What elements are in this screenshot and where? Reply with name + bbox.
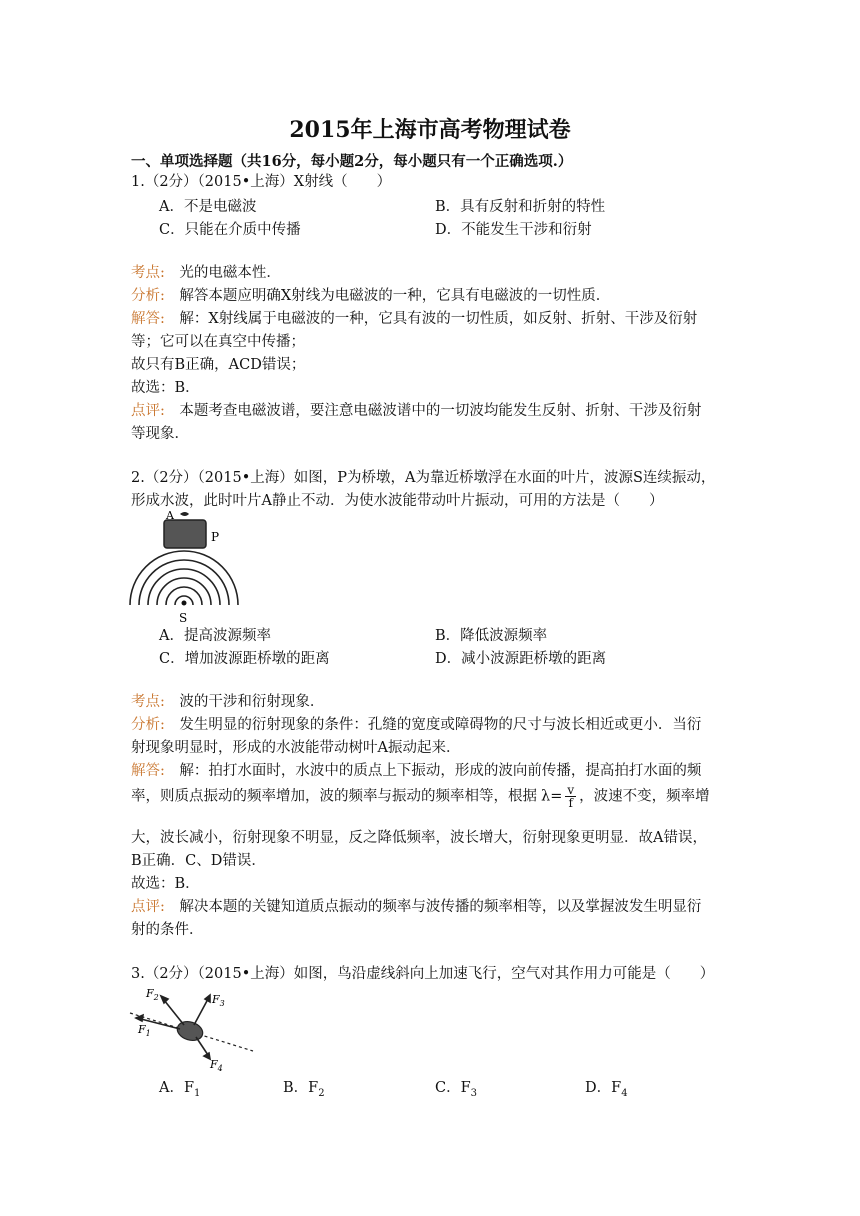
- fig-label-a: A: [166, 509, 174, 522]
- q1-jieda: [131, 308, 731, 331]
- f3-sub: 3: [219, 999, 225, 1008]
- q2-jieda-2: [131, 784, 731, 809]
- q2-option-a: A．提高波源频率: [159, 628, 271, 644]
- q1-fenxi-text: 解答本题应明确X射线为电磁波的一种，它具有电磁波的一切性质．: [179, 288, 611, 304]
- q2-answer: 故选：B．: [131, 876, 200, 892]
- q2-figure-wave: [128, 508, 248, 626]
- f1-sub: 1: [145, 1029, 151, 1038]
- q2-dianping: [131, 896, 731, 919]
- f3-label: F: [212, 993, 220, 1006]
- formula-numerator: v: [567, 783, 575, 797]
- q1-fenxi: [131, 285, 731, 308]
- q2-jieda: [131, 760, 731, 783]
- fig-label-s: S: [179, 611, 188, 625]
- q3-option-c-sub: 3: [470, 1087, 478, 1099]
- q2-dianping-2: 射的条件．: [131, 922, 204, 938]
- f2-label: F: [146, 987, 154, 1000]
- q1-jieda-text-1: 解：X射线属于电磁波的一种，它具有波的一切性质，如反射、折射、干涉及衍射: [179, 311, 698, 327]
- fenxi-label: 分析:: [131, 288, 165, 304]
- q1-dianping: [131, 400, 731, 423]
- leaf-shape: [180, 512, 189, 516]
- q3-option-c: [435, 1076, 477, 1099]
- q2-option-d: D．减小波源距桥墩的距离: [435, 651, 607, 667]
- q2-kaodian-text: 波的干涉和衍射现象．: [179, 694, 325, 710]
- q2-dianping-text-1: 解决本题的关键知道质点振动的频率与波传播的频率相等，以及掌握波发生明显衍: [179, 899, 702, 915]
- q2-jieda-text-1: 解：拍打水面时，水波中的质点上下振动，形成的波向前传播，提高拍打水面的频: [179, 763, 702, 779]
- pier-shape: [164, 520, 206, 548]
- formula-lhs: λ=: [541, 788, 563, 805]
- fenxi-label: 分析:: [131, 717, 165, 733]
- q1-kaodian: [131, 262, 731, 285]
- q3-option-d: [585, 1076, 628, 1099]
- q2-option-b: B．降低波源频率: [435, 628, 548, 644]
- q3-option-d-text: D．F: [585, 1080, 622, 1096]
- q3-option-a: [159, 1076, 200, 1099]
- wavelength-formula: [541, 784, 579, 809]
- q2-fenxi-2: 射现象明显时，形成的水波能带动树叶A振动起来．: [131, 740, 461, 756]
- dianping-label: 点评:: [131, 403, 165, 419]
- dianping-label: 点评:: [131, 899, 165, 915]
- q1-stem: 1.（2分）（2015•上海）X射线（ ）: [131, 174, 392, 190]
- q1-dianping-2: 等现象．: [131, 426, 189, 442]
- q3-option-d-sub: 4: [621, 1087, 628, 1099]
- kaodian-label: 考点:: [131, 694, 165, 710]
- f4-label: F: [210, 1058, 218, 1071]
- q1-option-d: D．不能发生干涉和衍射: [435, 222, 592, 238]
- kaodian-label: 考点:: [131, 265, 165, 281]
- q2-stem-1: 2.（2分）（2015•上海）如图，P为桥墩，A为靠近桥墩浮在水面的叶片，波源S连续振动，: [131, 470, 716, 486]
- section-heading: 一、单项选择题（共16分，每小题2分，每小题只有一个正确选项.）: [131, 153, 573, 170]
- q3-option-a-sub: 1: [194, 1087, 201, 1099]
- q2-jieda-text-2a: 率，则质点振动的频率增加，波的频率与振动的频率相等，根据: [131, 788, 537, 805]
- q2-jieda-3: 大，波长减小，衍射现象不明显，反之降低频率，波长增大，衍射现象更明显．故A错误，: [131, 830, 707, 846]
- f4-sub: 4: [217, 1064, 223, 1073]
- wave-circles: [130, 551, 238, 605]
- source-dot: [182, 601, 187, 606]
- q1-option-b: B．具有反射和折射的特性: [435, 199, 606, 215]
- svg-text:F2: [145, 987, 159, 1002]
- svg-text:F3: [211, 993, 225, 1008]
- formula-fraction: [565, 784, 576, 809]
- q2-kaodian: [131, 691, 731, 714]
- q3-option-a-text: A．F: [159, 1080, 195, 1096]
- q3-option-b-text: B．F: [283, 1080, 319, 1096]
- svg-text:F4: [209, 1058, 223, 1073]
- q1-answer: 故选：B．: [131, 380, 200, 396]
- f2-sub: 2: [153, 993, 159, 1002]
- q1-jieda-2: 等；它可以在真空中传播；: [131, 334, 305, 350]
- q2-option-c: C．增加波源距桥墩的距离: [159, 651, 330, 667]
- q2-jieda-4: B正确．C、D错误．: [131, 853, 266, 869]
- f1-label: F: [138, 1023, 146, 1036]
- jieda-label: 解答:: [131, 311, 165, 327]
- q3-option-b-sub: 2: [318, 1087, 325, 1099]
- q3-option-c-text: C．F: [435, 1080, 471, 1096]
- q3-figure-bird: [128, 985, 258, 1075]
- q2-stem-2: 形成水波，此时叶片A静止不动．为使水波能带动叶片振动，可用的方法是（ ）: [131, 493, 664, 509]
- page-title: 2015年上海市高考物理试卷: [289, 117, 571, 143]
- q1-kaodian-text: 光的电磁本性．: [179, 265, 281, 281]
- q2-jieda-text-2b: ，波速不变，频率增: [579, 788, 710, 805]
- q1-option-a: A．不是电磁波: [159, 199, 257, 215]
- bird-shape: [175, 1019, 205, 1044]
- fig-label-p: P: [211, 530, 220, 544]
- q1-dianping-text-1: 本题考查电磁波谱，要注意电磁波谱中的一切波均能发生反射、折射、干涉及衍射: [179, 403, 702, 419]
- q2-fenxi-text-1: 发生明显的衍射现象的条件：孔缝的宽度或障碍物的尺寸与波长相近或更小．当衍: [179, 717, 702, 733]
- q1-option-c: C．只能在介质中传播: [159, 222, 301, 238]
- q3-stem: 3.（2分）（2015•上海）如图，鸟沿虚线斜向上加速飞行，空气对其作用力可能是（ ）: [131, 966, 715, 982]
- formula-denominator: f: [568, 796, 573, 810]
- q2-fenxi: [131, 714, 731, 737]
- q3-option-b: [283, 1076, 325, 1099]
- svg-text:F1: [137, 1023, 151, 1038]
- q1-jieda-3: 故只有B正确，ACD错误；: [131, 357, 306, 373]
- jieda-label: 解答:: [131, 763, 165, 779]
